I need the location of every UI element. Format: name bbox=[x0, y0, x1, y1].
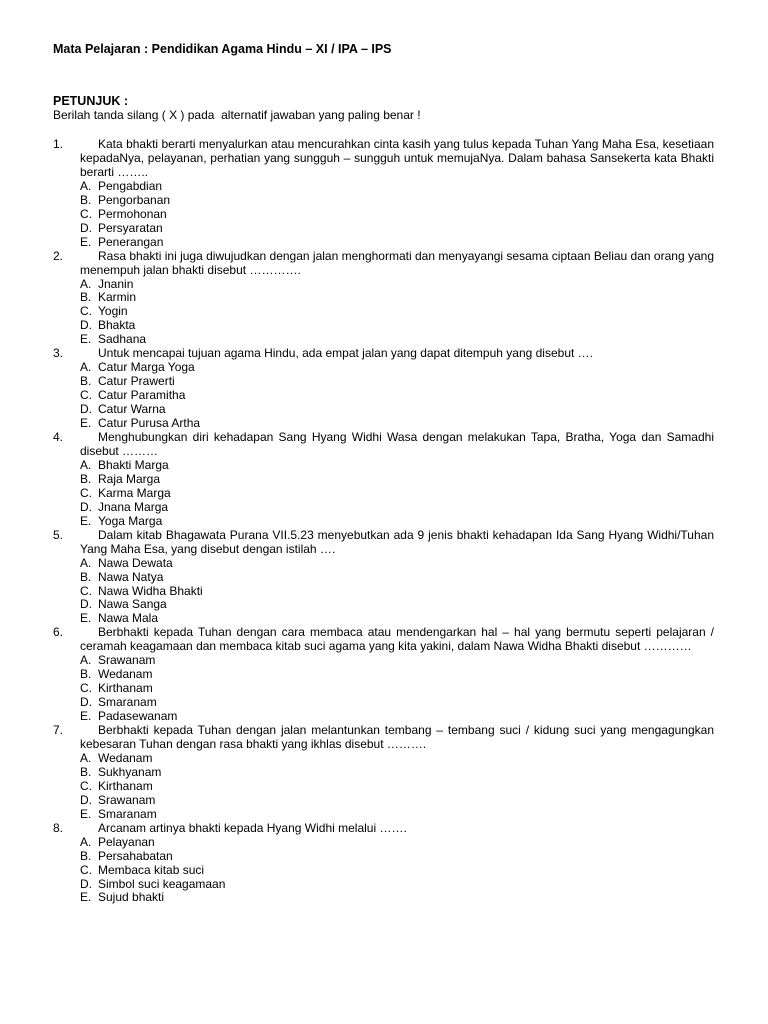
answer-option[interactable] bbox=[80, 808, 714, 822]
option-text: Kirthanam bbox=[98, 778, 153, 793]
answer-option[interactable] bbox=[80, 850, 714, 864]
answer-option[interactable] bbox=[80, 696, 714, 710]
option-text: Persyaratan bbox=[98, 220, 163, 235]
option-text: Padasewanam bbox=[98, 709, 178, 724]
answer-option[interactable] bbox=[80, 389, 714, 403]
option-letter: C. bbox=[80, 862, 92, 877]
answer-option[interactable] bbox=[80, 194, 714, 208]
option-letter: B. bbox=[80, 848, 92, 863]
option-text: Catur Marga Yoga bbox=[98, 360, 195, 375]
answer-option[interactable] bbox=[80, 654, 714, 668]
option-letter: A. bbox=[80, 750, 92, 765]
answer-option[interactable] bbox=[80, 278, 714, 292]
question-number: 5. bbox=[53, 527, 64, 542]
answer-option[interactable] bbox=[80, 598, 714, 612]
option-letter: D. bbox=[80, 695, 92, 710]
option-text: Smaranam bbox=[98, 695, 157, 710]
option-text: Wedanam bbox=[98, 667, 153, 682]
question-text: Menghubungkan diri kehadapan Sang Hyang Widhi Wasa dengan melakukan Tapa, Bratha, Yoga dan Samadhi disebut ……… bbox=[80, 430, 714, 458]
option-text: Pelayanan bbox=[98, 834, 155, 849]
option-text: Sadhana bbox=[98, 332, 147, 347]
option-letter: D. bbox=[80, 220, 92, 235]
answer-option[interactable] bbox=[80, 571, 714, 585]
option-letter: B. bbox=[80, 192, 92, 207]
answer-option[interactable] bbox=[80, 208, 714, 222]
option-text: Sujud bhakti bbox=[98, 890, 165, 905]
option-text: Pengorbanan bbox=[98, 192, 171, 207]
option-letter: E. bbox=[80, 806, 92, 821]
option-letter: C. bbox=[80, 206, 92, 221]
option-letter: B. bbox=[80, 290, 92, 305]
option-letter: D. bbox=[80, 792, 92, 807]
option-text: Catur Prawerti bbox=[98, 374, 175, 389]
answer-option[interactable] bbox=[80, 222, 714, 236]
option-text: Srawanam bbox=[98, 792, 156, 807]
answer-option[interactable] bbox=[80, 319, 714, 333]
option-letter: D. bbox=[80, 499, 92, 514]
question-text: Untuk mencapai tujuan agama Hindu, ada empat jalan yang dapat ditempuh yang disebut …. bbox=[98, 346, 593, 361]
option-text: Bhakti Marga bbox=[98, 457, 169, 472]
option-text: Karmin bbox=[98, 290, 137, 305]
option-letter: C. bbox=[80, 583, 92, 598]
option-text: Karma Marga bbox=[98, 485, 171, 500]
option-letter: E. bbox=[80, 890, 92, 905]
option-text: Nawa Natya bbox=[98, 569, 164, 584]
option-letter: A. bbox=[80, 276, 92, 291]
question-text: Berbhakti kepada Tuhan dengan jalan melantunkan tembang – tembang suci / kidung suci yang mengagungkan kebesaran Tuhan dengan rasa bhakti yang ikhlas disebut ………. bbox=[80, 723, 714, 751]
option-letter: A. bbox=[80, 834, 92, 849]
question-item bbox=[53, 431, 714, 529]
question-number: 4. bbox=[53, 430, 64, 445]
answer-option[interactable] bbox=[80, 361, 714, 375]
answer-option[interactable] bbox=[80, 305, 714, 319]
question-list bbox=[53, 138, 714, 905]
question-number: 1. bbox=[53, 137, 64, 151]
option-text: Catur Purusa Artha bbox=[98, 416, 201, 431]
question-text: Kata bhakti berarti menyalurkan atau mencurahkan cinta kasih yang tulus kepada Tuhan Yang Maha Esa, kesetiaan kepadaNya, pelayanan, perhatian yang sungguh – sungguh untuk memujaNya. Dalam bahasa Sansekerta kata Bhakti berarti …….. bbox=[80, 137, 714, 179]
subject-header: Mata Pelajaran : Pendidikan Agama Hindu – XI / IPA – IPS bbox=[53, 42, 392, 56]
question-item bbox=[53, 250, 714, 348]
option-letter: A. bbox=[80, 457, 92, 472]
option-text: Nawa Mala bbox=[98, 611, 159, 626]
answer-option[interactable] bbox=[80, 180, 714, 194]
option-letter: A. bbox=[80, 653, 92, 668]
question-number: 8. bbox=[53, 820, 64, 835]
answer-option[interactable] bbox=[80, 473, 714, 487]
answer-option[interactable] bbox=[80, 459, 714, 473]
answer-option[interactable] bbox=[80, 333, 714, 347]
question-text: Berbhakti kepada Tuhan dengan cara membaca atau mendengarkan hal – hal yang bermutu seperti pelajaran / ceramah keagamaan dan membaca kitab suci agama yang kita yakini, dalam Nawa Widha Bhakti disebut ………… bbox=[80, 625, 714, 654]
option-text: Pengabdian bbox=[98, 178, 163, 193]
answer-option[interactable] bbox=[80, 668, 714, 682]
answer-option[interactable] bbox=[80, 794, 714, 808]
answer-option[interactable] bbox=[80, 864, 714, 878]
option-text: Bhakta bbox=[98, 318, 136, 333]
option-letter: E. bbox=[80, 332, 92, 347]
option-letter: D. bbox=[80, 876, 92, 891]
question-number: 7. bbox=[53, 723, 64, 738]
instructions-text: Berilah tanda silang ( X ) pada alternatif jawaban yang paling benar ! bbox=[53, 108, 421, 122]
option-letter: D. bbox=[80, 318, 92, 333]
option-text: Jnana Marga bbox=[98, 499, 169, 514]
option-letter: E. bbox=[80, 234, 92, 249]
option-text: Nawa Sanga bbox=[98, 597, 167, 612]
question-item bbox=[53, 822, 714, 906]
question-item bbox=[53, 347, 714, 431]
option-text: Kirthanam bbox=[98, 681, 153, 696]
answer-option[interactable] bbox=[80, 291, 714, 305]
option-text: Permohonan bbox=[98, 206, 167, 221]
question-item bbox=[53, 724, 714, 822]
question-text: Dalam kitab Bhagawata Purana VII.5.23 menyebutkan ada 9 jenis bhakti kehadapan Ida Sang Hyang Widhi/Tuhan Yang Maha Esa, yang disebut dengan istilah …. bbox=[80, 527, 714, 556]
option-text: Membaca kitab suci bbox=[98, 862, 205, 877]
option-text: Sukhyanam bbox=[98, 764, 162, 779]
option-letter: C. bbox=[80, 388, 92, 403]
answer-option[interactable] bbox=[80, 836, 714, 850]
question-number: 3. bbox=[53, 346, 64, 361]
answer-option[interactable] bbox=[80, 682, 714, 696]
option-letter: E. bbox=[80, 513, 92, 528]
option-letter: B. bbox=[80, 764, 92, 779]
option-letter: B. bbox=[80, 374, 92, 389]
question-number: 2. bbox=[53, 248, 64, 263]
option-text: Simbol suci keagamaan bbox=[98, 876, 226, 891]
option-text: Persahabatan bbox=[98, 848, 173, 863]
option-text: Srawanam bbox=[98, 653, 156, 668]
answer-option[interactable] bbox=[80, 375, 714, 389]
option-text: Smaranam bbox=[98, 806, 157, 821]
option-text: Jnanin bbox=[98, 276, 134, 291]
option-letter: E. bbox=[80, 416, 92, 431]
option-letter: B. bbox=[80, 667, 92, 682]
answer-option[interactable] bbox=[80, 487, 714, 501]
answer-option[interactable] bbox=[80, 417, 714, 431]
question-text: Arcanam artinya bhakti kepada Hyang Widhi melalui ……. bbox=[98, 820, 407, 835]
option-letter: D. bbox=[80, 597, 92, 612]
answer-option[interactable] bbox=[80, 501, 714, 515]
answer-option[interactable] bbox=[80, 878, 714, 892]
answer-option[interactable] bbox=[80, 515, 714, 529]
option-text: Catur Paramitha bbox=[98, 388, 186, 403]
answer-option[interactable] bbox=[80, 557, 714, 571]
option-letter: D. bbox=[80, 402, 92, 417]
option-letter: B. bbox=[80, 471, 92, 486]
answer-option[interactable] bbox=[80, 403, 714, 417]
option-letter: B. bbox=[80, 569, 92, 584]
instructions-title: PETUNJUK : bbox=[53, 94, 129, 108]
option-letter: A. bbox=[80, 555, 92, 570]
answer-option[interactable] bbox=[80, 766, 714, 780]
question-number: 6. bbox=[53, 625, 64, 640]
answer-option[interactable] bbox=[80, 585, 714, 599]
option-text: Catur Warna bbox=[98, 402, 166, 417]
option-text: Yoga Marga bbox=[98, 513, 163, 528]
answer-option[interactable] bbox=[80, 236, 714, 250]
question-item bbox=[53, 138, 714, 250]
option-letter: A. bbox=[80, 360, 92, 375]
answer-option[interactable] bbox=[80, 612, 714, 626]
option-text: Wedanam bbox=[98, 750, 153, 765]
question-item bbox=[53, 529, 714, 627]
answer-option[interactable] bbox=[80, 780, 714, 794]
answer-option[interactable] bbox=[80, 752, 714, 766]
option-text: Penerangan bbox=[98, 234, 164, 249]
option-letter: E. bbox=[80, 611, 92, 626]
option-text: Yogin bbox=[98, 304, 128, 319]
option-letter: C. bbox=[80, 304, 92, 319]
option-letter: E. bbox=[80, 709, 92, 724]
option-letter: C. bbox=[80, 681, 92, 696]
option-text: Nawa Dewata bbox=[98, 555, 173, 570]
question-text: Rasa bhakti ini juga diwujudkan dengan jalan menghormati dan menyayangi sesama ciptaan Beliau dan orang yang menempuh jalan bhakti disebut …………. bbox=[80, 248, 714, 277]
option-letter: A. bbox=[80, 178, 92, 193]
option-letter: C. bbox=[80, 778, 92, 793]
option-text: Nawa Widha Bhakti bbox=[98, 583, 203, 598]
answer-option[interactable] bbox=[80, 891, 714, 905]
option-letter: C. bbox=[80, 485, 92, 500]
question-item bbox=[53, 626, 714, 724]
option-text: Raja Marga bbox=[98, 471, 161, 486]
answer-option[interactable] bbox=[80, 710, 714, 724]
